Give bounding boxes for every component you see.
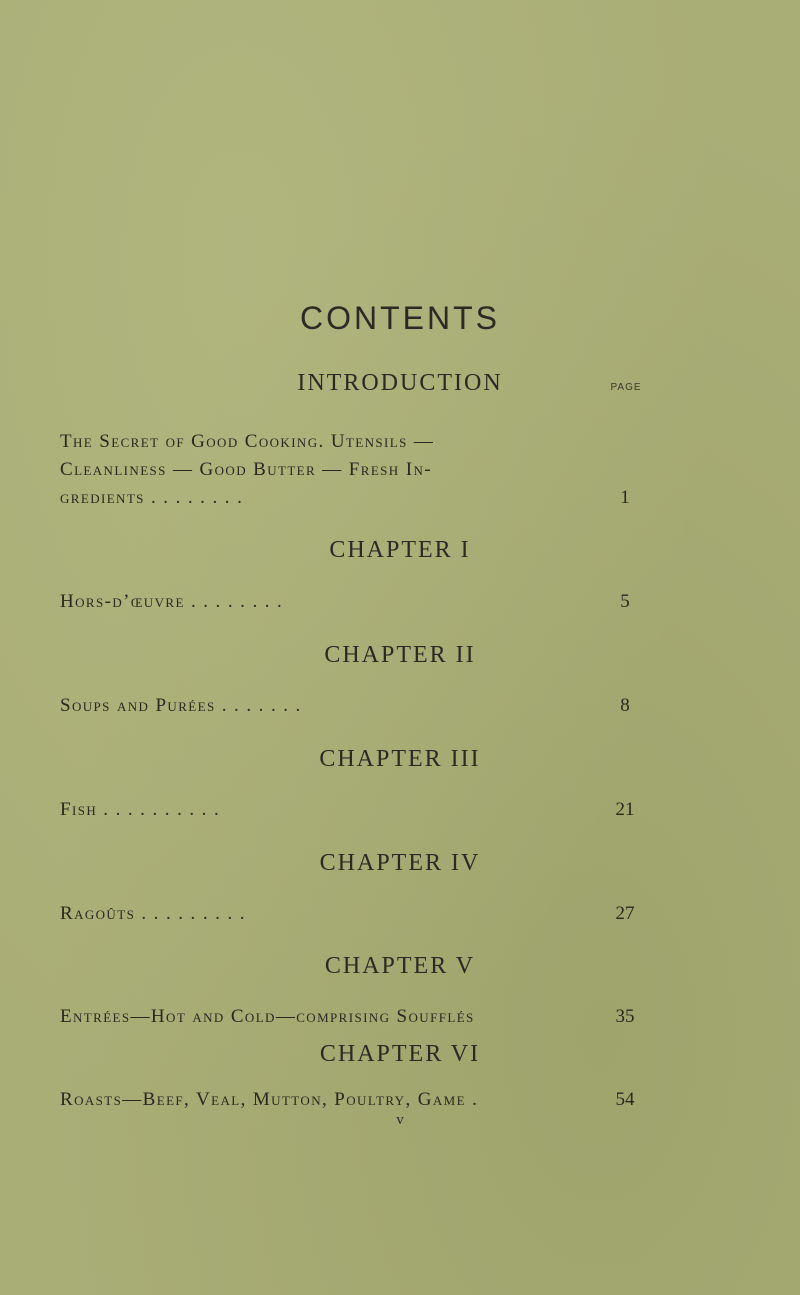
chapter-page-number: 21: [615, 799, 635, 820]
page-folio: v: [396, 1112, 404, 1128]
chapter-page-number: 35: [615, 1006, 635, 1027]
introduction-entry-line: gredients . . . . . . . .: [60, 487, 244, 508]
introduction-page-number: 1: [620, 487, 630, 508]
chapter-heading: CHAPTER III: [319, 746, 481, 772]
introduction-heading: INTRODUCTION: [297, 370, 503, 396]
chapter-entry: Hors-d’œuvre . . . . . . . .: [60, 591, 284, 612]
chapter-entry: Roasts—Beef, Veal, Mutton, Poultry, Game .: [60, 1089, 479, 1110]
chapter-entry: Ragoûts . . . . . . . . .: [60, 903, 246, 924]
chapter-page-number: 54: [615, 1089, 635, 1110]
chapter-page-number: 27: [615, 903, 635, 924]
page-title: CONTENTS: [300, 300, 500, 336]
chapter-page-number: 8: [620, 695, 630, 716]
chapter-entry: Entrées—Hot and Cold—comprising Soufflés: [60, 1006, 475, 1027]
chapter-heading: CHAPTER II: [324, 642, 476, 668]
chapter-heading: CHAPTER VI: [319, 1041, 481, 1067]
chapter-heading: CHAPTER I: [329, 537, 471, 563]
introduction-entry-line: The Secret of Good Cooking. Utensils —: [60, 431, 435, 452]
chapter-entry: Soups and Purées . . . . . . .: [60, 695, 302, 716]
introduction-entry: [60, 428, 600, 512]
chapter-heading: CHAPTER IV: [319, 850, 481, 876]
chapter-heading: CHAPTER V: [324, 953, 476, 979]
chapter-page-number: 5: [620, 591, 630, 612]
page-column-label: PAGE: [610, 382, 642, 393]
introduction-entry-line: Cleanliness — Good Butter — Fresh In-: [60, 459, 432, 480]
chapter-entry: Fish . . . . . . . . . .: [60, 799, 221, 820]
